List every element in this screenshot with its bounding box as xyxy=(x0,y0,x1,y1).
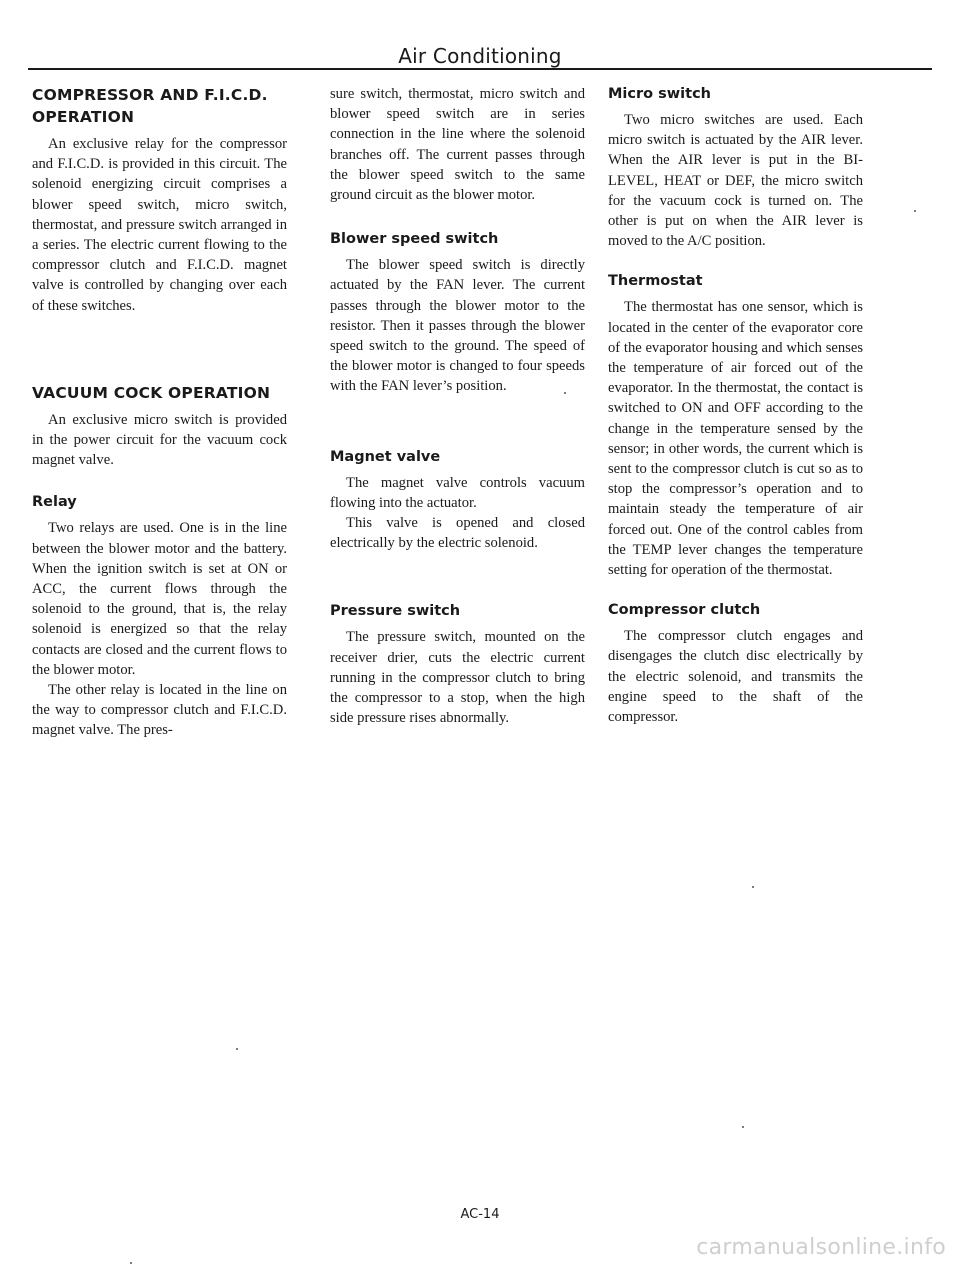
paragraph-thermostat: The thermostat has one sensor, which is located in the center of the evaporator core of the evaporator housing and which senses the temperature of air forced out of the evaporator. In the thermostat, the contact is switched to ON and OFF according to the change in the temperature sensed by the sensor; in other words, the current which is sent to the compressor clutch is cut so as to stop the compressor’s operation and to maintain steady the temperature of air forced out. One of the control cables from the TEMP lever changes the temperature setting for operation of the thermostat. xyxy=(608,299,863,579)
site-watermark: carmanualsonline.info xyxy=(696,1235,946,1260)
heading-compressor-clutch: Compressor clutch xyxy=(608,602,761,619)
heading-relay: Relay xyxy=(32,494,77,511)
heading-vacuum-cock-operation: VACUUM COCK OPERATION xyxy=(32,383,271,402)
heading-thermostat: Thermostat xyxy=(608,273,703,290)
page-header-title: Air Conditioning xyxy=(398,44,562,68)
header-rule xyxy=(28,68,932,70)
paragraph-relay-2: The other relay is located in the line on the way to compressor clutch and F.I.C.D. magnet valve. The pres- xyxy=(32,682,287,739)
scan-speck xyxy=(752,886,754,888)
paragraph-pressure-switch: The pressure switch, mounted on the receiver drier, cuts the electric current running in the compressor clutch to bring the compressor to a stop, when the high side pressure rises abnormally. xyxy=(330,629,585,727)
scan-speck xyxy=(914,210,916,212)
paragraph-relay-1: Two relays are used. One is in the line between the blower motor and the battery. When the ignition switch is set at ON or ACC, the current flows through the solenoid to the ground, that is, the relay solenoid is energized so that the relay contacts are closed and the current flows to the blower motor. xyxy=(32,520,287,678)
heading-micro-switch: Micro switch xyxy=(608,86,712,102)
paragraph-compressor-clutch: The compressor clutch engages and disengages the clutch disc electrically by the electric solenoid, and transmits the engine speed to the shaft of the compressor. xyxy=(608,628,863,726)
column-right xyxy=(608,84,863,727)
column-left xyxy=(32,84,287,741)
heading-blower-speed-switch: Blower speed switch xyxy=(330,231,499,248)
paragraph-micro-switch: Two micro switches are used. Each micro switch is actuated by the AIR lever. When the AIR lever is put in the BI-LEVEL, HEAT or DEF, the micro switch for the vacuum cock is turned on. The other is put on when the AIR lever is moved to the A/C position. xyxy=(608,112,863,250)
paragraph-vacuum-cock: An exclusive micro switch is provided in the power circuit for the vacuum cock magnet valve. xyxy=(32,411,287,469)
paragraph-compressor-ficd: An exclusive relay for the compressor and F.I.C.D. is provided in this circuit. The solenoid energizing circuit comprises a blower speed switch, micro switch, thermostat, and pressure switch arranged in a series. The electric current flowing to the compressor clutch and F.I.C.D. magnet valve is controlled by changing over each of these switches. xyxy=(32,136,287,314)
paragraph-magnet-valve-2: This valve is opened and closed electrically by the electric solenoid. xyxy=(330,515,585,552)
paragraph-continued: sure switch, thermostat, micro switch and blower speed switch are in series connection in the line where the solenoid branches off. The current passes through the blower speed switch to the same ground circuit as the blower motor. xyxy=(330,86,585,204)
paragraph-blower-speed-switch: The blower speed switch is directly actuated by the FAN lever. The current passes through the blower motor to the resistor. Then it passes through the blower speed switch to the ground. The speed of the blower motor is changed to four speeds with the FAN lever’s position. xyxy=(330,257,585,395)
heading-compressor-ficd-operation: COMPRESSOR AND F.I.C.D. OPERATION xyxy=(32,86,268,126)
scan-speck xyxy=(742,1126,744,1128)
scan-speck xyxy=(564,392,566,394)
heading-pressure-switch: Pressure switch xyxy=(330,603,461,620)
scan-speck xyxy=(130,1262,132,1264)
heading-magnet-valve: Magnet valve xyxy=(330,448,441,465)
page-number: AC-14 xyxy=(460,1207,500,1222)
paragraph-magnet-valve-1: The magnet valve controls vacuum flowing into the actuator. xyxy=(330,474,585,511)
scan-speck xyxy=(236,1048,238,1050)
column-middle xyxy=(330,84,585,728)
